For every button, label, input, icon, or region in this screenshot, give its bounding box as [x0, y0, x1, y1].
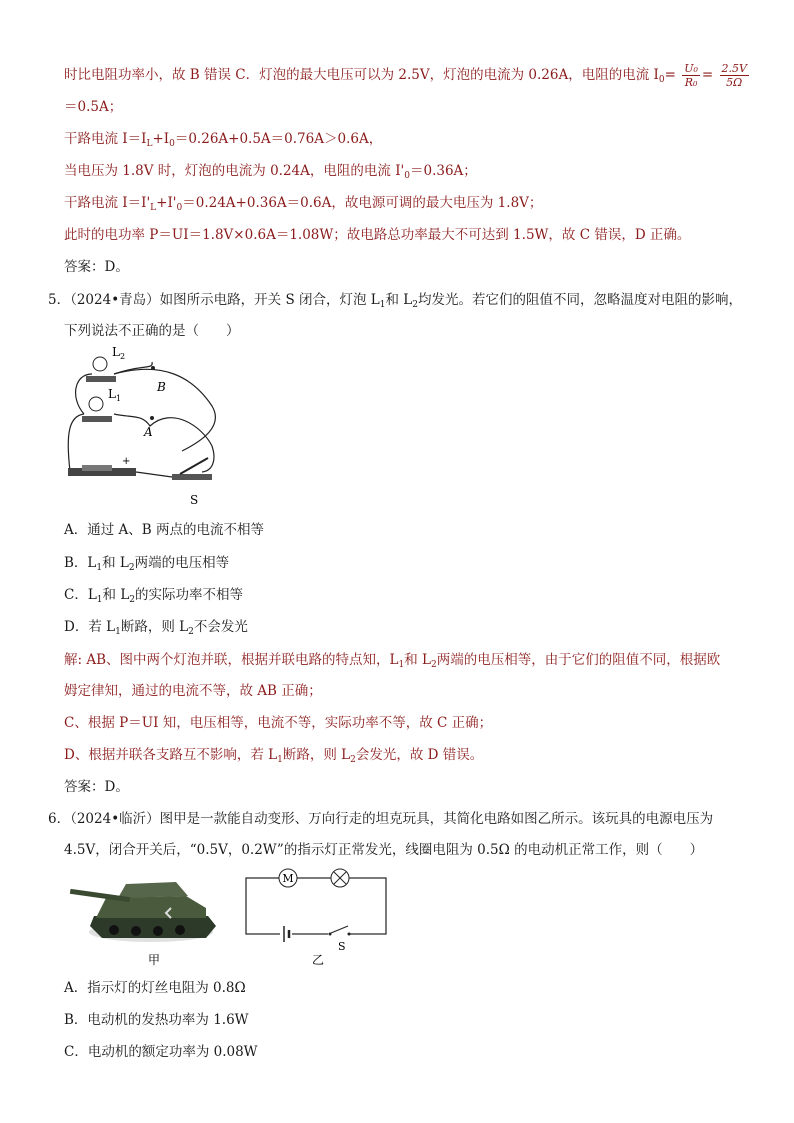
q5-option-c: C．$L_1$和 $L_2$的实际功率不相等	[64, 587, 244, 605]
lamp-bulb-l1	[89, 397, 103, 411]
fraction-u0-r0: $\frac{\text{U₀}}{\text{R₀}}$	[684, 62, 698, 89]
label-jia: 甲	[148, 953, 161, 967]
solution-line-1: 时比电阻功率小，故 B 错误 C．灯泡的最大电压可以为 2.5V，灯泡的电流为 0.26A，电阻的电流 $I_0=$ $\frac{\text{U₀}}{\text{R₀}}$ = $\frac{2.5V}{5\Omega}$	[64, 62, 747, 89]
q5-stem-line-2: 下列说法不正确的是（ ）	[64, 323, 240, 339]
label-l2: $L_2$	[112, 346, 126, 361]
fraction-values: $\frac{2.5V}{5\Omega}$	[721, 62, 747, 89]
label-s: S	[190, 493, 199, 507]
q6-option-a: A．指示灯的灯丝电阻为 0.8Ω	[64, 980, 246, 996]
motor-label: M	[282, 872, 294, 885]
q6-option-c: C．电动机的额定功率为 0.08W	[64, 1044, 258, 1060]
q5-option-d: D．若 $L_1$断路，则 $L_2$不会发光	[64, 619, 248, 637]
solution-line-2: ＝0.5A；	[64, 99, 123, 115]
lamp-bulb-l2	[93, 357, 107, 371]
q5-solution-line-1: 解: AB、图中两个灯泡并联，根据并联电路的特点知，$L_1$和 $L_2$两端的电压相等，由于它们的阻值不同，根据欧	[64, 652, 721, 670]
q5-solution-line-3: C、根据 P＝UI 知，电压相等，电流不等，实际功率不等，故 C 正确；	[64, 715, 493, 731]
q5-option-b: B．$L_1$和 $L_2$两端的电压相等	[64, 555, 230, 573]
solution-line-6: 此时的电功率 P＝UI＝1.8V×0.6A＝1.08W；故电路总功率最大不可达到 1.5W，故 C 错误，D 正确。	[64, 227, 691, 243]
lamp-base-l2	[86, 376, 116, 382]
q6-circuit-figure	[240, 866, 390, 966]
label-l1: $L_1$	[108, 387, 122, 403]
q6-stem-line-1: 6．（2024•临沂）图甲是一款能自动变形、万向行走的坦克玩具，其简化电路如图乙所示。该玩具的电源电压为	[48, 811, 714, 827]
solution-line-3: 干路电流 $I=I_L+I_0=0.26A+0.5A=0.76A>0.6A$，	[64, 131, 383, 149]
label-yi: 乙	[312, 953, 325, 966]
tank-toy-figure	[66, 868, 226, 968]
answer-q4: 答案：D。	[64, 259, 129, 275]
point-b	[151, 366, 155, 370]
q5-option-a: A．通过 A、B 两点的电流不相等	[64, 522, 265, 538]
q5-stem-line-1: 5．（2024•青岛）如图所示电路，开关 S 闭合，灯泡 $L_1$和 $L_2$均发光。若它们的阻值不同，忽略温度对电阻的影响，	[48, 292, 742, 310]
label-plus: +	[122, 456, 131, 467]
switch-s	[172, 474, 212, 480]
switch-label: S	[338, 940, 346, 953]
solution-line-4: 当电压为 1.8V 时，灯泡的电流为 0.24A，电阻的电流 $I'_0=0.36A$；	[64, 163, 477, 181]
lamp-base-l1	[82, 416, 112, 422]
q6-option-b: B．电动机的发热功率为 1.6W	[64, 1012, 249, 1028]
q6-stem-line-2: 4.5V，闭合开关后，“0.5V，0.2W”的指示灯正常发光，线圈电阻为 0.5Ω 的电动机正常工作，则（ ）	[64, 842, 704, 858]
label-a: A	[144, 425, 153, 439]
q5-solution-line-4: D、根据并联各支路互不影响，若 $L_1$断路，则 $L_2$会发光，故 D 错误。	[64, 747, 484, 765]
solution-line-5: 干路电流 $I=I'_L+I'_0=0.24A+0.36A=0.6A$，故电源可调的最大电压为 1.8V；	[64, 195, 543, 213]
label-b: B	[157, 380, 166, 394]
answer-q5: 答案：D。	[64, 779, 129, 795]
q5-circuit-figure	[62, 346, 232, 508]
q5-solution-line-2: 姆定律知，通过的电流不等，故 AB 正确；	[64, 683, 322, 699]
point-a	[150, 416, 154, 420]
